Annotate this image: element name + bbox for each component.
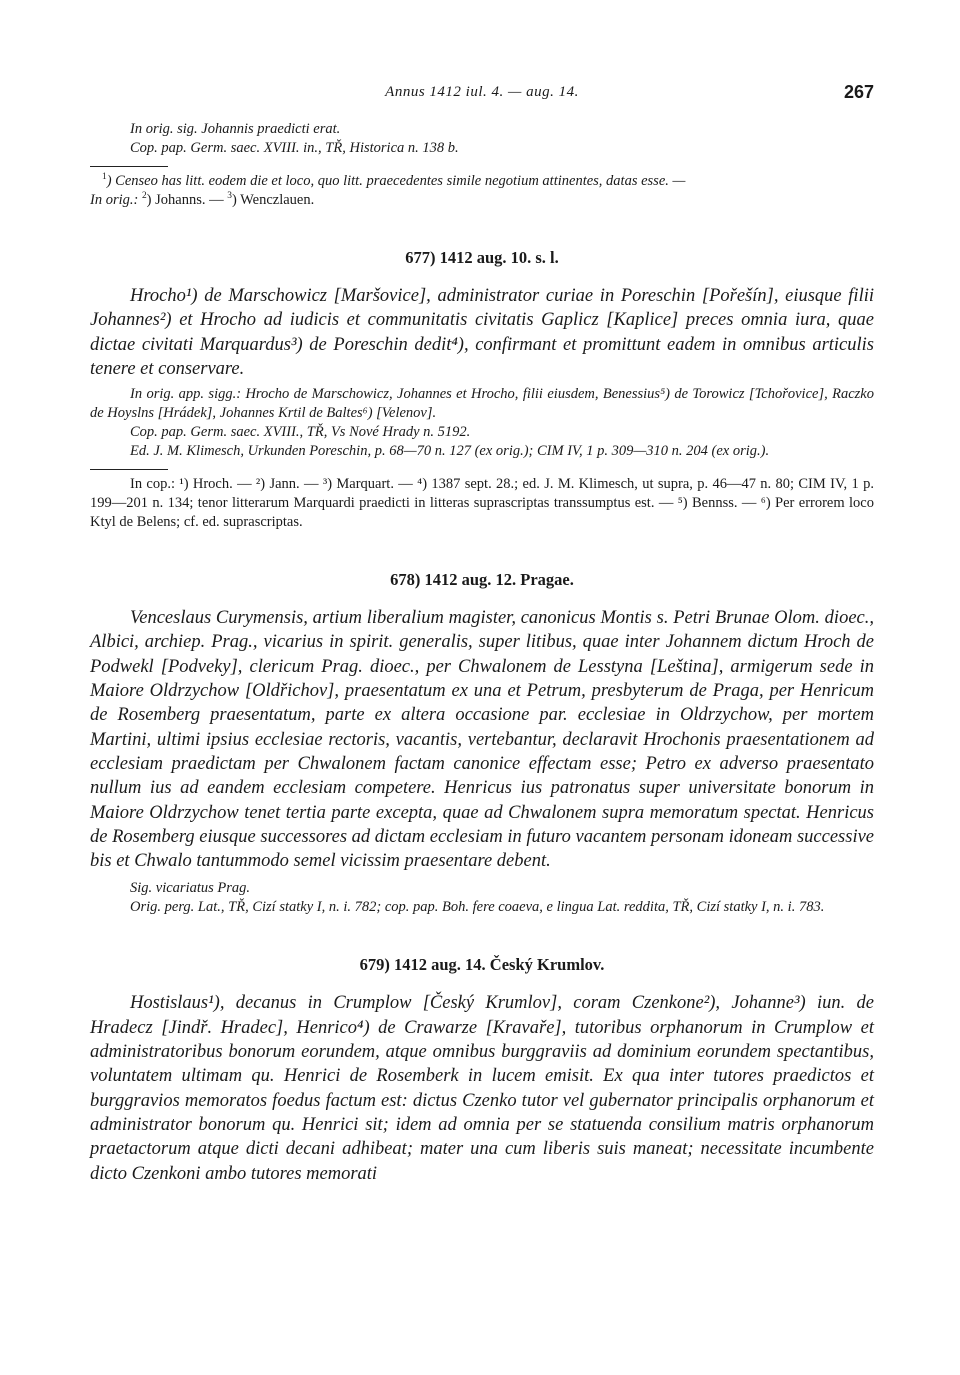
copy-note: Cop. pap. Germ. saec. XVIII. in., TŘ, Historica n. 138 b. — [130, 140, 459, 156]
footnotes-previous-entry — [90, 172, 874, 210]
footnote-mark: 2 — [141, 191, 147, 202]
entry-note: Cop. pap. Germ. saec. XVIII., TŘ, Vs Nové Hrady n. 5192. — [130, 424, 471, 441]
entry-note: In orig. app. sigg.: Hrocho de Marschowicz, Johannes et Hrocho, filii eiusdem, Benessius⁵) de Torowicz [Tchořovice], Raczko de Hoyslns [Hrádek], Johannes Krtil de Baltes⁶) [Velenov]. — [90, 386, 874, 422]
footnote-rule — [90, 469, 168, 470]
footnote-text: ) Johanns. — — [146, 192, 228, 208]
seal-note: In orig. sig. Johannis praedicti erat. — [130, 121, 341, 137]
footnote-text: ) Wenczlauen. — [231, 192, 315, 208]
entry-regest: Venceslaus Curymensis, artium liberalium magister, canonicus Montis s. Petri Brunae Olom. dioec., Albici, archiep. Prag., vicarius in spirit. generalis, super litibus, quae inter Johannem dictum Hroch de Podwekl [Podveky], clericum Prag. dioec., per Chwalonem de Lesstyna [Leština], armigerum sede in Maiore Oldrzychow [Oldřichov], praesentatum ex una et Petrum, presbyterum de Praga, per Henricum de Rosemberg praesentatum, parte ex altera occasione par. ecclesiae in Oldrzychow, per mortem Martini, ultimi ipsius ecclesiae rectoris, vacantis, vertebantur, declaravit Hrochonis praesentationem ad ecclesiam praedictam per Chwalonem factam canonice effectam esse; Petro ex adverso praesentato nullum ius ad eandem ecclesiam competere. Henricus ius patronatus super universitate bonorum in Maiore Oldrzychow tenet tertia parte excepta, quae ad Chwalonem supra memoratum spectat. Henricus de Rosemberg eiusque successores ad dictam ecclesiam in futuro vacantem personam idoneam successive bis et Chwalo tantummodo semel vicissim praesentare debent. — [90, 608, 875, 872]
entry-footnotes: In cop.: ¹) Hroch. — ²) Jann. — ³) Marquart. — ⁴) 1387 sept. 28.; ed. J. M. Klimesch, ut supra, p. 46—47 n. 80; CIM IV, 1 p. 199—201 n. 134; tenor litterarum Marquardi praedicti in litteras suprascriptas transsumptus est. — ⁵) Bennss. — ⁶) Per errorem loco Ktyl de Belens; cf. ed. suprascriptas. — [90, 476, 874, 531]
entry-heading: 677) 1412 aug. 10. s. l. — [405, 248, 559, 267]
footnote-prefix: In orig.: — [90, 192, 142, 208]
footnote-rule — [90, 166, 168, 167]
document-page — [90, 78, 874, 1186]
entry-heading: 678) 1412 aug. 12. Pragae. — [390, 570, 574, 590]
running-title: Annus 1412 iul. 4. — aug. 14. — [385, 84, 579, 100]
entry-heading: 679) 1412 aug. 14. Český Krumlov. — [359, 955, 605, 975]
entry-regest: Hrocho¹) de Marschowicz [Maršovice], administrator curiae in Poreschin [Pořešín], eiusque filii Johannes²) et Hrocho ad iudicis et communitatis civitatis Gaplicz [Kaplice] preces omnia iura, quae dictae civitati Marquardus³) de Poreschin dedit⁴), confirmant et promittunt eadem in omnibus articulis tenere et conservare. — [90, 286, 874, 379]
entry-regest: Hostislaus¹), decanus in Crumplow [Český Krumlov], coram Czenkone²), Johanne³) iun. de Hradecz [Jindř. Hradec], Henrico⁴) de Crawarze [Kravaře], tutoribus orphanorum in Crumplow et administratoribus bonorum eorundem, atque omnibus burggraviis ad dominium eorundem spectantibus, voluntatem ultimam qu. Henrici de Rosemberk in lucem emisit. Ex qua inter tutores praedictos et burggravios memoratos foedus factum est: dictus Czenko tutor vel gubernator principalis orphanorum et administrator bonorum qu. Henrici sit; idem ad omnia per se statuenda consilium matris orphanorum praetactorum atque dicti decani adhibeat; mater una cum liberis suis maneat; necessitate incumbente dicto Czenkoni ambo tutores memorati — [90, 993, 874, 1184]
page-number: 267 — [843, 82, 874, 102]
footnote-text: ) Censeo has litt. eodem die et loco, quo litt. praecedentes simile negotium attinentes, datas esse. — — [106, 173, 686, 189]
entry-note: Sig. vicariatus Prag. — [130, 880, 251, 897]
footnote-mark: 1 — [102, 172, 107, 183]
footnote-mark: 3 — [227, 191, 232, 202]
entry-note: Ed. J. M. Klimesch, Urkunden Poreschin, p. 68—70 n. 127 (ex orig.); CIM IV, 1 p. 309—310 n. 204 (ex orig.). — [130, 443, 770, 460]
entry-note: Orig. perg. Lat., TŘ, Cizí statky I, n. i. 782; cop. pap. Boh. fere coaeva, e lingua Lat. reddita, TŘ, Cizí statky I, n. i. 783. — [130, 899, 825, 916]
running-header — [90, 78, 874, 108]
